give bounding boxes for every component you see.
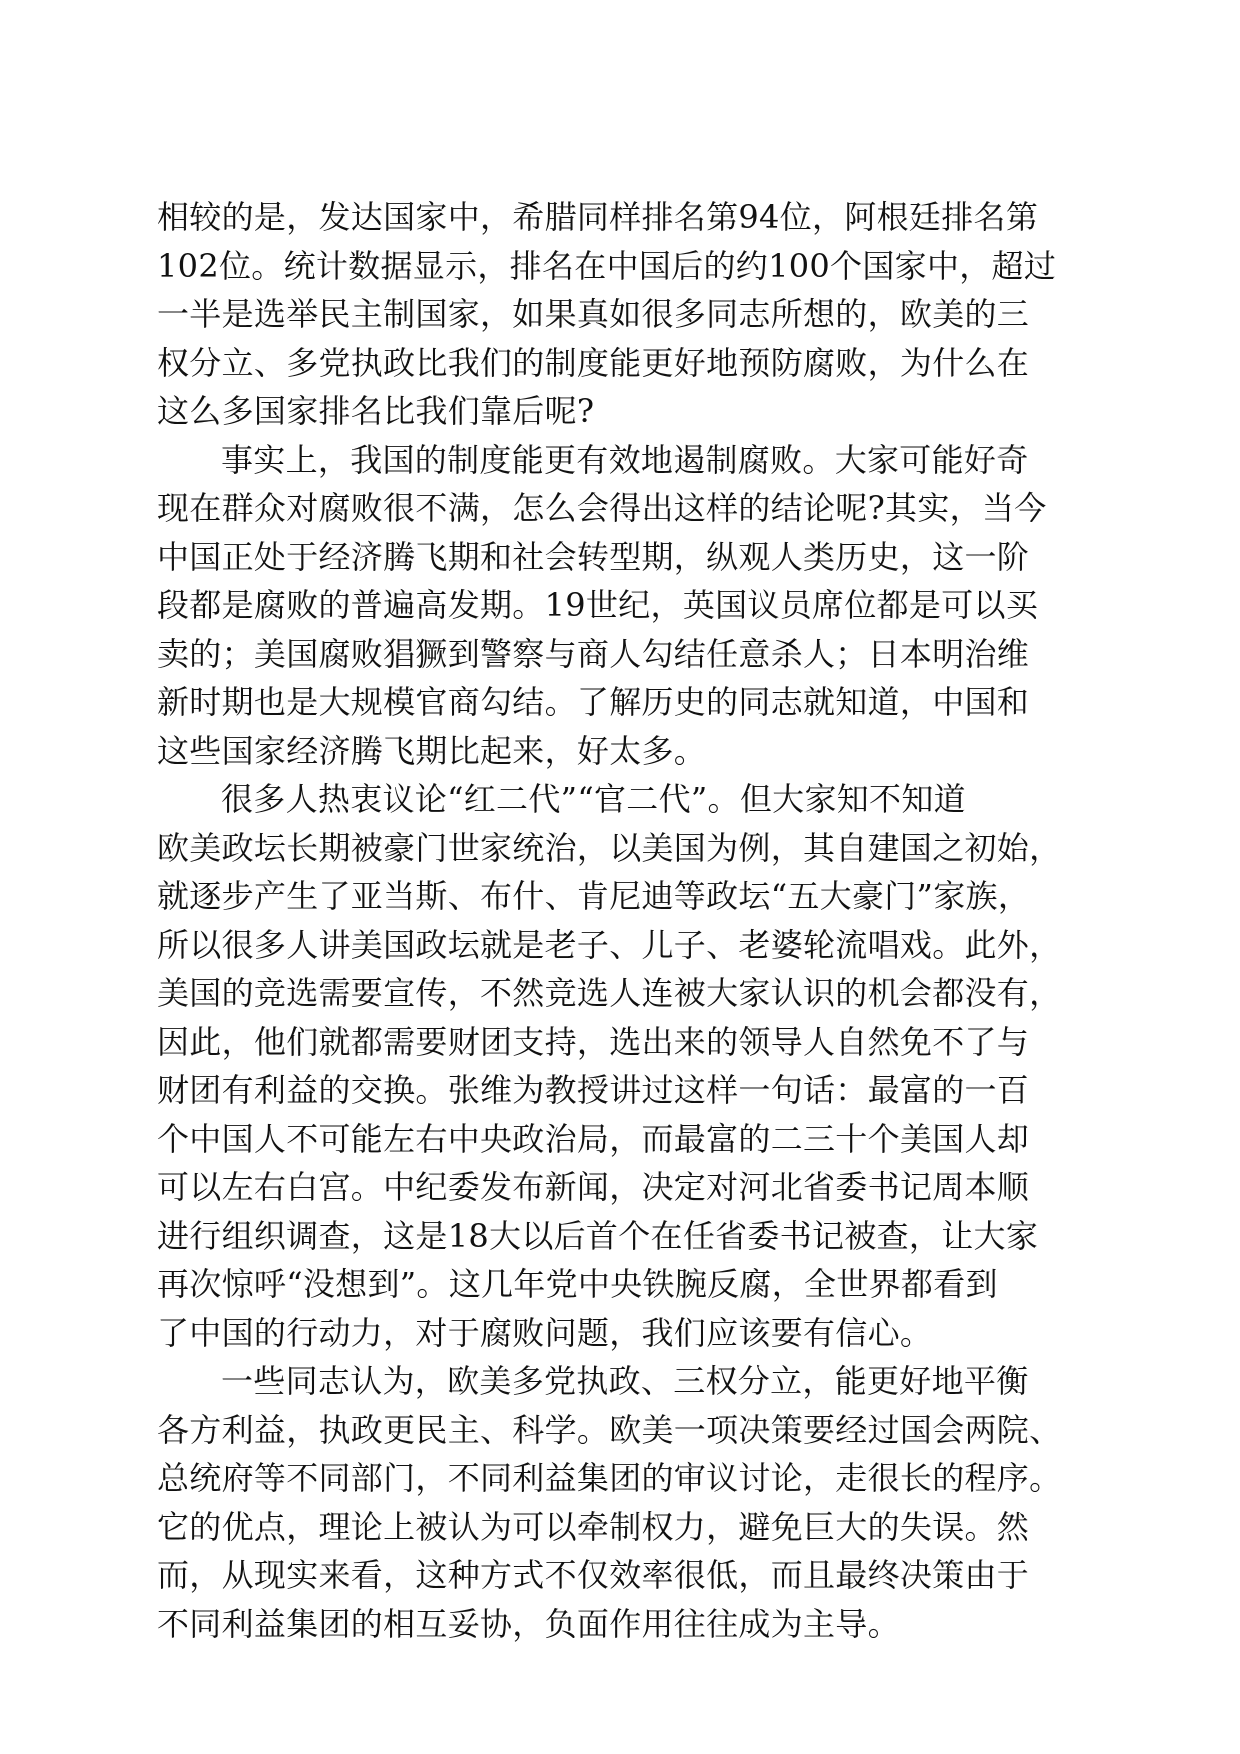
text-line: 总统府等不同部门，不同利益集团的审议讨论，走很长的程序。	[157, 1459, 1062, 1497]
text-line: 中国正处于经济腾飞期和社会转型期，纵观人类历史，这一阶	[157, 537, 1030, 576]
text-line: 可以左右白宫。中纪委发布新闻，决定对河北省委书记周本顺	[157, 1168, 1030, 1206]
text-line: 这些国家经济腾飞期比起来，好太多。	[157, 731, 707, 770]
text-line: 这么多国家排名比我们靠后呢?	[157, 392, 595, 430]
paragraph-1	[157, 193, 1097, 436]
body-text	[157, 193, 1097, 1648]
text-line: 它的优点，理论上被认为可以牵制权力，避免巨大的失误。然	[157, 1507, 1030, 1546]
text-line: 现在群众对腐败很不满，怎么会得出这样的结论呢?其实，当今	[157, 489, 1047, 527]
text-line: 因此，他们就都需要财团支持，选出来的领导人自然免不了与	[157, 1022, 1030, 1061]
text-line: 了中国的行动力，对于腐败问题，我们应该要有信心。	[157, 1313, 933, 1352]
paragraph-4	[157, 1357, 1097, 1648]
text-line: 卖的；美国腐败猖獗到警察与商人勾结任意杀人；日本明治维	[157, 634, 1030, 673]
text-line: 欧美政坛长期被豪门世家统治，以美国为例，其自建国之初始，	[157, 828, 1062, 867]
text-line: 个中国人不可能左右中央政治局，而最富的二三十个美国人却	[157, 1119, 1030, 1158]
text-line: 新时期也是大规模官商勾结。了解历史的同志就知道，中国和	[157, 683, 1030, 721]
paragraph-3	[157, 775, 1097, 1357]
text-line: 不同利益集团的相互妥协，负面作用往往成为主导。	[157, 1604, 900, 1643]
text-line: 段都是腐败的普遍高发期。19世纪，英国议员席位都是可以买	[157, 586, 1039, 624]
text-line: 所以很多人讲美国政坛就是老子、儿子、老婆轮流唱戏。此外，	[157, 925, 1062, 964]
paragraph-2	[157, 436, 1097, 776]
text-line: 美国的竞选需要宣传，不然竞选人连被大家认识的机会都没有，	[157, 974, 1062, 1012]
text-line: 一半是选举民主制国家，如果真如很多同志所想的，欧美的三	[157, 295, 1030, 333]
text-line: 一些同志认为，欧美多党执政、三权分立，能更好地平衡	[221, 1362, 1029, 1400]
text-line: 权分立、多党执政比我们的制度能更好地预防腐败，为什么在	[157, 343, 1030, 382]
text-line: 就逐步产生了亚当斯、布什、肯尼迪等政坛“五大豪门”家族，	[157, 877, 1031, 915]
text-line: 再次惊呼“没想到”。这几年党中央铁腕反腐，全世界都看到	[157, 1265, 998, 1303]
text-line: 财团有利益的交换。张维为教授讲过这样一句话：最富的一百	[157, 1071, 1030, 1109]
text-line: 相较的是，发达国家中，希腊同样排名第94位，阿根廷排名第	[157, 198, 1039, 236]
text-line: 而，从现实来看，这种方式不仅效率很低，而且最终决策由于	[157, 1556, 1030, 1594]
text-line: 事实上，我国的制度能更有效地遏制腐败。大家可能好奇	[221, 440, 1029, 479]
text-line: 很多人热衷议论“红二代”“官二代”。但大家知不知道	[221, 780, 966, 818]
text-line: 各方利益，执政更民主、科学。欧美一项决策要经过国会两院、	[157, 1410, 1062, 1449]
text-line: 102位。统计数据显示，排名在中国后的约100个国家中，超过	[157, 246, 1057, 285]
text-line: 进行组织调查，这是18大以后首个在任省委书记被查，让大家	[157, 1216, 1039, 1255]
